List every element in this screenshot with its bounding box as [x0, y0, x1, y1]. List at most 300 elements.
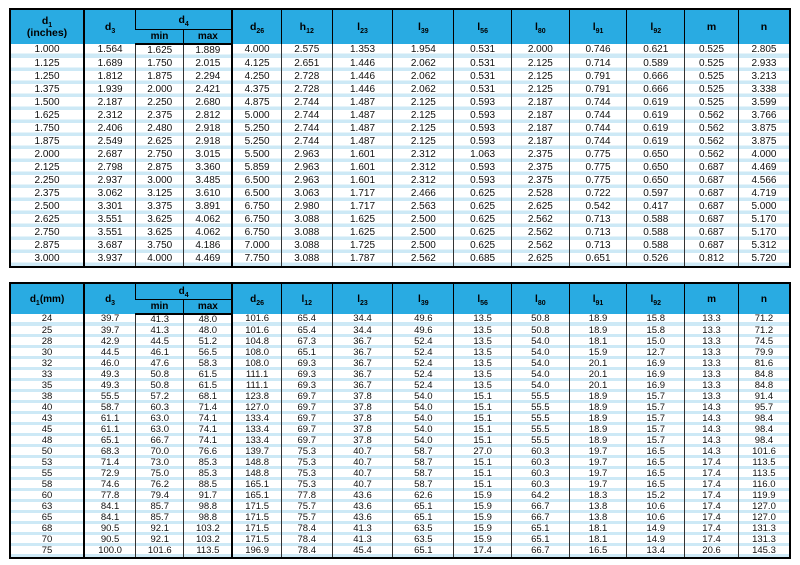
- cell: 3.338: [738, 84, 790, 97]
- cell: 65.1: [393, 513, 454, 524]
- cell: 0.714: [569, 58, 627, 71]
- cell: 36.7: [332, 348, 393, 359]
- cell: 0.525: [685, 84, 739, 97]
- cell: 79.4: [136, 491, 184, 502]
- cell: 15.9: [454, 513, 512, 524]
- cell: 18.1: [569, 524, 627, 535]
- col-header-n: [738, 9, 790, 44]
- cell: 2.562: [511, 240, 569, 253]
- cell: 1.446: [332, 71, 393, 84]
- cell: 2.187: [511, 123, 569, 136]
- cell: 2.625: [136, 136, 184, 149]
- cell: 15.7: [627, 403, 685, 414]
- cell: 2.875: [136, 162, 184, 175]
- cell: 1.487: [332, 110, 393, 123]
- cell: 25: [10, 326, 84, 337]
- cell: 6.500: [232, 175, 281, 188]
- cell: 81.6: [738, 359, 790, 370]
- cell: 0.417: [627, 201, 685, 214]
- cell: 84.8: [738, 381, 790, 392]
- cell: 113.5: [184, 546, 232, 558]
- cell: 17.4: [685, 524, 739, 535]
- cell: 0.531: [454, 71, 512, 84]
- cell: 100.0: [84, 546, 135, 558]
- cell: 2.651: [281, 58, 332, 71]
- cell: 4.566: [738, 175, 790, 188]
- cell: 4.125: [232, 58, 281, 71]
- col-header-d4-min: min: [136, 30, 184, 45]
- cell: 19.7: [569, 469, 627, 480]
- col-label-base: d: [249, 21, 257, 33]
- cell: 15.1: [454, 480, 512, 491]
- cell: 77.8: [281, 491, 332, 502]
- cell: 6.500: [232, 188, 281, 201]
- cell: 13.5: [454, 314, 512, 326]
- cell: 5.000: [738, 201, 790, 214]
- cell: 0.562: [685, 110, 739, 123]
- cell: 98.4: [738, 414, 790, 425]
- col-header-n: [738, 283, 790, 314]
- cell: 2.744: [281, 123, 332, 136]
- table-row: [10, 447, 790, 458]
- cell: 74.5: [738, 337, 790, 348]
- table-row: [10, 524, 790, 535]
- cell: 70.0: [136, 447, 184, 458]
- col-label-subscript: 23: [360, 299, 368, 307]
- cell: 3.875: [738, 136, 790, 149]
- cell: 148.8: [232, 469, 281, 480]
- cell: 1.625: [332, 227, 393, 240]
- cell: 1.601: [332, 175, 393, 188]
- cell: 37.8: [332, 392, 393, 403]
- cell: 15.7: [627, 436, 685, 447]
- cell: 40: [10, 403, 84, 414]
- cell: 108.0: [232, 359, 281, 370]
- cell: 165.1: [232, 480, 281, 491]
- cell: 40.7: [332, 447, 393, 458]
- inch-dimension-table: [9, 8, 791, 268]
- cell: 43: [10, 414, 84, 425]
- cell: 6.750: [232, 201, 281, 214]
- cell: 15.9: [569, 348, 627, 359]
- cell: 78.4: [281, 535, 332, 546]
- cell: 2.466: [393, 188, 454, 201]
- cell: 0.651: [569, 253, 627, 267]
- col-header-l56: [454, 9, 512, 44]
- cell: 1.250: [10, 71, 84, 84]
- col-label-base: l: [417, 21, 421, 33]
- cell: 85.7: [136, 513, 184, 524]
- table-row: [10, 436, 790, 447]
- cell: 111.1: [232, 381, 281, 392]
- cell: 0.650: [627, 149, 685, 162]
- cell: 55.5: [511, 414, 569, 425]
- cell: 36.7: [332, 370, 393, 381]
- col-label-base: l: [477, 293, 481, 305]
- col-label-subscript: 39: [420, 299, 429, 307]
- cell: 16.5: [627, 447, 685, 458]
- cell: 1.601: [332, 162, 393, 175]
- cell: 41.3: [332, 524, 393, 535]
- col-header-h12: [281, 9, 332, 44]
- cell: 85.7: [136, 502, 184, 513]
- cell: 0.666: [627, 84, 685, 97]
- cell: 69.7: [281, 414, 332, 425]
- cell: 71.4: [84, 458, 135, 469]
- table-row: [10, 359, 790, 370]
- cell: 3.766: [738, 110, 790, 123]
- cell: 0.775: [569, 162, 627, 175]
- cell: 61.5: [184, 381, 232, 392]
- cell: 54.0: [511, 337, 569, 348]
- cell: 101.6: [232, 326, 281, 337]
- cell: 55.5: [84, 392, 135, 403]
- cell: 15.7: [627, 392, 685, 403]
- col-label-subscript: 80: [537, 299, 546, 307]
- cell: 15.9: [454, 502, 512, 513]
- cell: 2.562: [393, 253, 454, 267]
- cell: 64.2: [511, 491, 569, 502]
- cell: 36.7: [332, 337, 393, 348]
- cell: 18.3: [569, 491, 627, 502]
- cell: 5.312: [738, 240, 790, 253]
- cell: 44.5: [84, 348, 135, 359]
- cell: 0.625: [454, 240, 512, 253]
- cell: 55.5: [511, 436, 569, 447]
- col-label-base: d: [250, 293, 257, 305]
- col-label-base: l: [534, 21, 538, 33]
- col-header-d4-max: max: [184, 300, 232, 315]
- col-label-subscript: 56: [480, 299, 488, 307]
- cell: 0.593: [454, 162, 512, 175]
- cell: 0.722: [569, 188, 627, 201]
- cell: 13.3: [685, 359, 739, 370]
- cell: 13.5: [454, 370, 512, 381]
- cell: 85.3: [184, 469, 232, 480]
- cell: 0.588: [627, 214, 685, 227]
- cell: 7.000: [232, 240, 281, 253]
- cell: 50.8: [511, 326, 569, 337]
- table-row: [10, 136, 790, 149]
- cell: 2.125: [10, 162, 84, 175]
- cell: 4.875: [232, 97, 281, 110]
- cell: 71.4: [184, 403, 232, 414]
- cell: 0.713: [569, 227, 627, 240]
- cell: 52.4: [393, 370, 454, 381]
- cell: 4.000: [738, 149, 790, 162]
- cell: 2.933: [738, 58, 790, 71]
- table-row: [10, 370, 790, 381]
- table-row: [10, 392, 790, 403]
- cell: 65.1: [281, 348, 332, 359]
- cell: 4.375: [232, 84, 281, 97]
- cell: 0.775: [569, 175, 627, 188]
- cell: 0.593: [454, 97, 512, 110]
- cell: 58.7: [84, 403, 135, 414]
- cell: 65.1: [511, 524, 569, 535]
- cell: 42.9: [84, 337, 135, 348]
- cell: 40.7: [332, 458, 393, 469]
- table-row: [10, 97, 790, 110]
- cell: 0.619: [627, 123, 685, 136]
- cell: 49.3: [84, 381, 135, 392]
- table-row: [10, 480, 790, 491]
- cell: 139.7: [232, 447, 281, 458]
- table-row: [10, 425, 790, 436]
- cell: 74.6: [84, 480, 135, 491]
- cell: 2.875: [10, 240, 84, 253]
- cell: 0.775: [569, 149, 627, 162]
- cell: 15.9: [454, 535, 512, 546]
- cell: 68.1: [184, 392, 232, 403]
- cell: 15.0: [627, 337, 685, 348]
- col-label-base: l: [650, 293, 654, 305]
- table-row: [10, 502, 790, 513]
- cell: 18.1: [569, 337, 627, 348]
- cell: 0.812: [685, 253, 739, 267]
- cell: 2.918: [184, 136, 232, 149]
- col-label-subscript: 1: [48, 22, 53, 30]
- cell: 2.125: [393, 136, 454, 149]
- cell: 55: [10, 469, 84, 480]
- cell: 92.1: [136, 535, 184, 546]
- cell: 14.3: [685, 414, 739, 425]
- cell: 2.250: [10, 175, 84, 188]
- cell: 148.8: [232, 458, 281, 469]
- cell: 2.500: [10, 201, 84, 214]
- cell: 19.7: [569, 480, 627, 491]
- cell: 0.687: [685, 201, 739, 214]
- cell: 13.4: [627, 546, 685, 558]
- cell: 2.500: [393, 227, 454, 240]
- cell: 171.5: [232, 502, 281, 513]
- cell: 1.446: [332, 58, 393, 71]
- col-label-base: m: [706, 21, 717, 33]
- cell: 1.000: [10, 44, 84, 58]
- cell: 37.8: [332, 425, 393, 436]
- cell: 1.750: [10, 123, 84, 136]
- cell: 50.8: [511, 314, 569, 326]
- col-label-subscript: 4: [184, 20, 189, 28]
- cell: 2.728: [281, 71, 332, 84]
- table-row: [10, 348, 790, 359]
- cell: 36.7: [332, 359, 393, 370]
- col-label-unit-note: (mm): [39, 293, 65, 305]
- cell: 17.4: [685, 469, 739, 480]
- cell: 43.6: [332, 502, 393, 513]
- cell: 0.744: [569, 136, 627, 149]
- cell: 17.4: [454, 546, 512, 558]
- cell: 5.720: [738, 253, 790, 267]
- cell: 4.250: [232, 71, 281, 84]
- cell: 0.562: [685, 123, 739, 136]
- cell: 20.1: [569, 359, 627, 370]
- cell: 13.8: [569, 502, 627, 513]
- cell: 84.1: [84, 513, 135, 524]
- cell: 52.4: [393, 381, 454, 392]
- cell: 68.3: [84, 447, 135, 458]
- cell: 0.531: [454, 58, 512, 71]
- cell: 72.9: [84, 469, 135, 480]
- cell: 48.0: [184, 326, 232, 337]
- cell: 58.7: [393, 469, 454, 480]
- cell: 2.312: [393, 162, 454, 175]
- col-label-subscript: 3: [111, 299, 116, 307]
- col-label-subscript: 26: [256, 28, 265, 36]
- cell: 0.593: [454, 175, 512, 188]
- cell: 2.000: [511, 44, 569, 58]
- cell: 0.589: [627, 58, 685, 71]
- table-row: [10, 214, 790, 227]
- cell: 2.937: [84, 175, 135, 188]
- col-header-d4: [136, 9, 233, 30]
- cell: 1.625: [10, 110, 84, 123]
- cell: 0.625: [454, 227, 512, 240]
- cell: 127.0: [232, 403, 281, 414]
- cell: 54.0: [393, 414, 454, 425]
- cell: 2.750: [10, 227, 84, 240]
- cell: 0.542: [569, 201, 627, 214]
- cell: 3.000: [10, 253, 84, 267]
- cell: 127.0: [738, 502, 790, 513]
- cell: 14.3: [685, 425, 739, 436]
- table-row: [10, 458, 790, 469]
- cell: 48.0: [184, 314, 232, 326]
- cell: 85.3: [184, 458, 232, 469]
- cell: 16.5: [627, 480, 685, 491]
- cell: 2.798: [84, 162, 135, 175]
- col-header-d26: [232, 9, 281, 44]
- cell: 58: [10, 480, 84, 491]
- cell: 0.625: [454, 201, 512, 214]
- cell: 0.650: [627, 162, 685, 175]
- cell: 1.487: [332, 97, 393, 110]
- cell: 2.187: [511, 110, 569, 123]
- cell: 75.3: [281, 458, 332, 469]
- cell: 1.625: [136, 44, 184, 58]
- cell: 1.954: [393, 44, 454, 58]
- cell: 2.744: [281, 97, 332, 110]
- cell: 52.4: [393, 337, 454, 348]
- cell: 2.312: [393, 175, 454, 188]
- cell: 65.1: [84, 436, 135, 447]
- cell: 113.5: [738, 469, 790, 480]
- cell: 1.689: [84, 58, 135, 71]
- cell: 24: [10, 314, 84, 326]
- cell: 3.375: [136, 201, 184, 214]
- cell: 36.7: [332, 381, 393, 392]
- cell: 54.0: [511, 381, 569, 392]
- cell: 65: [10, 513, 84, 524]
- cell: 1.787: [332, 253, 393, 267]
- cell: 3.360: [184, 162, 232, 175]
- cell: 6.750: [232, 227, 281, 240]
- cell: 54.0: [393, 392, 454, 403]
- cell: 14.3: [685, 447, 739, 458]
- table-row: [10, 535, 790, 546]
- cell: 63: [10, 502, 84, 513]
- cell: 54.0: [511, 370, 569, 381]
- cell: 0.687: [685, 214, 739, 227]
- cell: 3.213: [738, 71, 790, 84]
- col-header-m: [685, 9, 739, 44]
- cell: 133.4: [232, 414, 281, 425]
- cell: 1.601: [332, 149, 393, 162]
- table-row: [10, 381, 790, 392]
- cell: 2.563: [393, 201, 454, 214]
- cell: 49.6: [393, 326, 454, 337]
- cell: 84.1: [84, 502, 135, 513]
- cell: 19.7: [569, 447, 627, 458]
- col-header-l56: [454, 283, 512, 314]
- cell: 2.062: [393, 58, 454, 71]
- cell: 0.650: [627, 175, 685, 188]
- cell: 13.3: [685, 314, 739, 326]
- cell: 2.125: [393, 123, 454, 136]
- cell: 0.687: [685, 162, 739, 175]
- cell: 3.088: [281, 227, 332, 240]
- cell: 4.719: [738, 188, 790, 201]
- cell: 55.5: [511, 425, 569, 436]
- cell: 50.8: [136, 381, 184, 392]
- cell: 60.3: [511, 458, 569, 469]
- cell: 2.805: [738, 44, 790, 58]
- col-header-l80: [511, 9, 569, 44]
- cell: 133.4: [232, 425, 281, 436]
- cell: 60.3: [511, 447, 569, 458]
- cell: 49.6: [393, 314, 454, 326]
- cell: 27.0: [454, 447, 512, 458]
- cell: 92.1: [136, 524, 184, 535]
- cell: 15.8: [627, 314, 685, 326]
- table-row: [10, 326, 790, 337]
- table-row: [10, 71, 790, 84]
- cell: 66.7: [136, 436, 184, 447]
- table-row: [10, 240, 790, 253]
- cell: 0.685: [454, 253, 512, 267]
- cell: 37.8: [332, 414, 393, 425]
- cell: 4.062: [184, 214, 232, 227]
- col-label-base: d: [29, 293, 36, 305]
- table-row: [10, 546, 790, 558]
- cell: 111.1: [232, 370, 281, 381]
- cell: 0.621: [627, 44, 685, 58]
- cell: 13.3: [685, 348, 739, 359]
- cell: 91.4: [738, 392, 790, 403]
- cell: 45.4: [332, 546, 393, 558]
- cell: 90.5: [84, 535, 135, 546]
- cell: 1.063: [454, 149, 512, 162]
- cell: 43.6: [332, 513, 393, 524]
- cell: 75.0: [136, 469, 184, 480]
- cell: 75.3: [281, 447, 332, 458]
- cell: 37.8: [332, 436, 393, 447]
- cell: 133.4: [232, 436, 281, 447]
- col-label-base: n: [760, 293, 768, 305]
- cell: 4.469: [184, 253, 232, 267]
- cell: 37.8: [332, 403, 393, 414]
- cell: 58.7: [393, 458, 454, 469]
- cell: 16.5: [627, 469, 685, 480]
- cell: 15.1: [454, 403, 512, 414]
- cell: 1.487: [332, 136, 393, 149]
- cell: 3.599: [738, 97, 790, 110]
- col-header-l12: [281, 283, 332, 314]
- cell: 15.1: [454, 414, 512, 425]
- cell: 2.750: [136, 149, 184, 162]
- cell: 123.8: [232, 392, 281, 403]
- cell: 79.9: [738, 348, 790, 359]
